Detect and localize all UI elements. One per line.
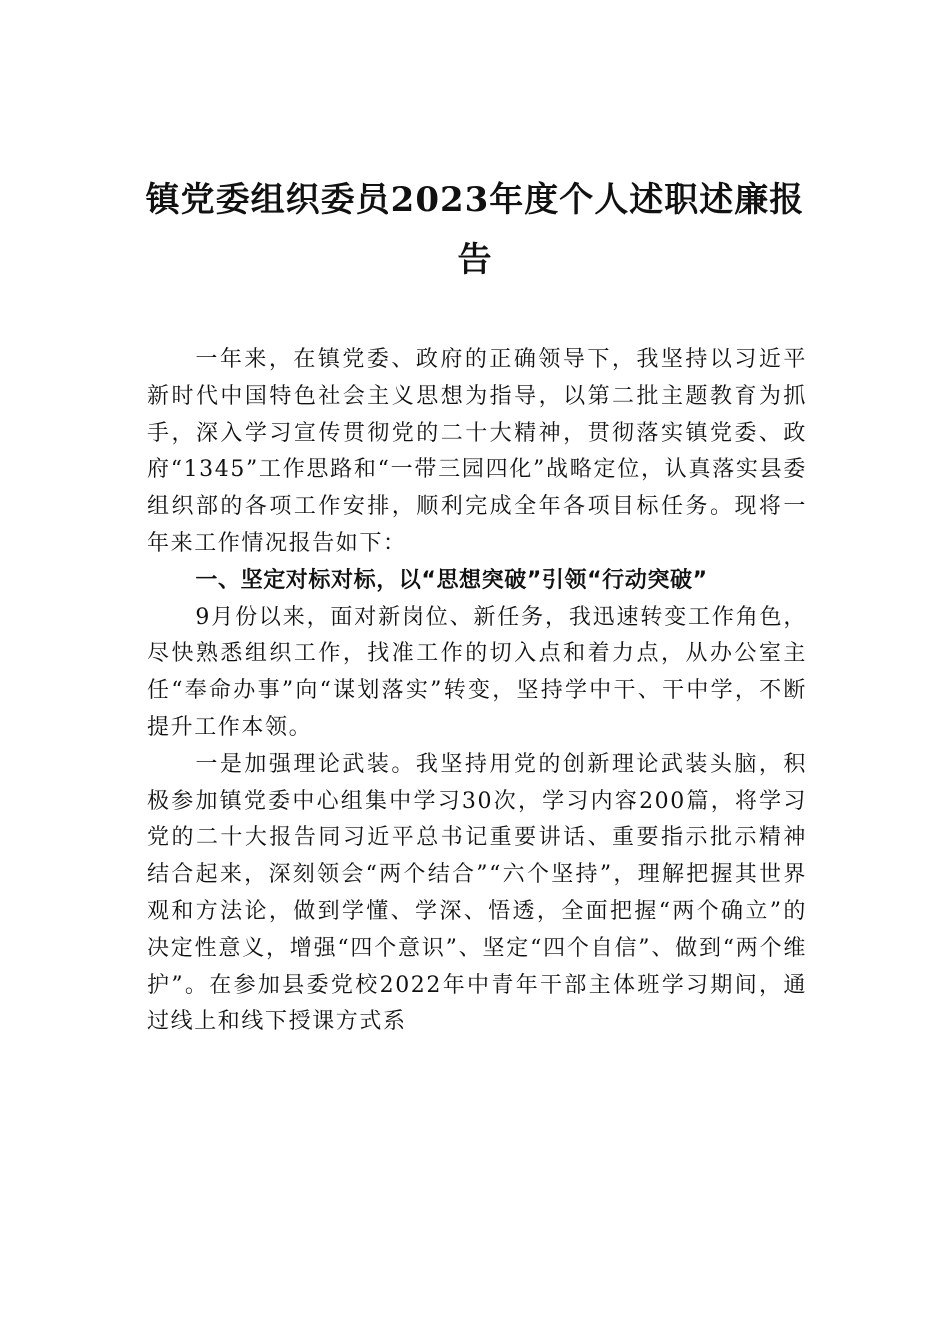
intro-paragraph: 一年来，在镇党委、政府的正确领导下，我坚持以习近平新时代中国特色社会主义思想为指导，以第二批主题教育为抓手，深入学习宣传贯彻党的二十大精神，贯彻落实镇党委、政府“1345”工作思路和“一带三园四化”战略定位，认真落实县委组织部的各项工作安排，顺利完成全年各项目标任务。现将一年来工作情况报告如下： [147, 347, 807, 556]
section-1-paragraph-2: 一是加强理论武装。我坚持用党的创新理论武装头脑，积极参加镇党委中心组集中学习30次，学习内容200篇，将学习党的二十大报告同习近平总书记重要讲话、重要指示批示精神结合起来，深刻领会“两个结合”“六个坚持”，理解把握其世界观和方法论，做到学懂、学深、悟透，全面把握“两个确立”的决定性意义，增强“四个意识”、坚定“四个自信”、做到“两个维护”。在参加县委党校2022年中青年干部主体班学习期间，通过线上和线下授课方式系 [147, 751, 807, 1035]
section-1-paragraph-1: 9月份以来，面对新岗位、新任务，我迅速转变工作角色，尽快熟悉组织工作，找准工作的切入点和着力点，从办公室主任“奉命办事”向“谋划落实”转变，坚持学中干、干中学，不断提升工作本领。 [147, 604, 807, 740]
document-body [147, 342, 807, 1041]
document-title: 镇党委组织委员2023年度个人述职述廉报告 [145, 180, 805, 280]
section-heading-1: 一、坚定对标对标，以“思想突破”引领“行动突破” [195, 567, 708, 593]
